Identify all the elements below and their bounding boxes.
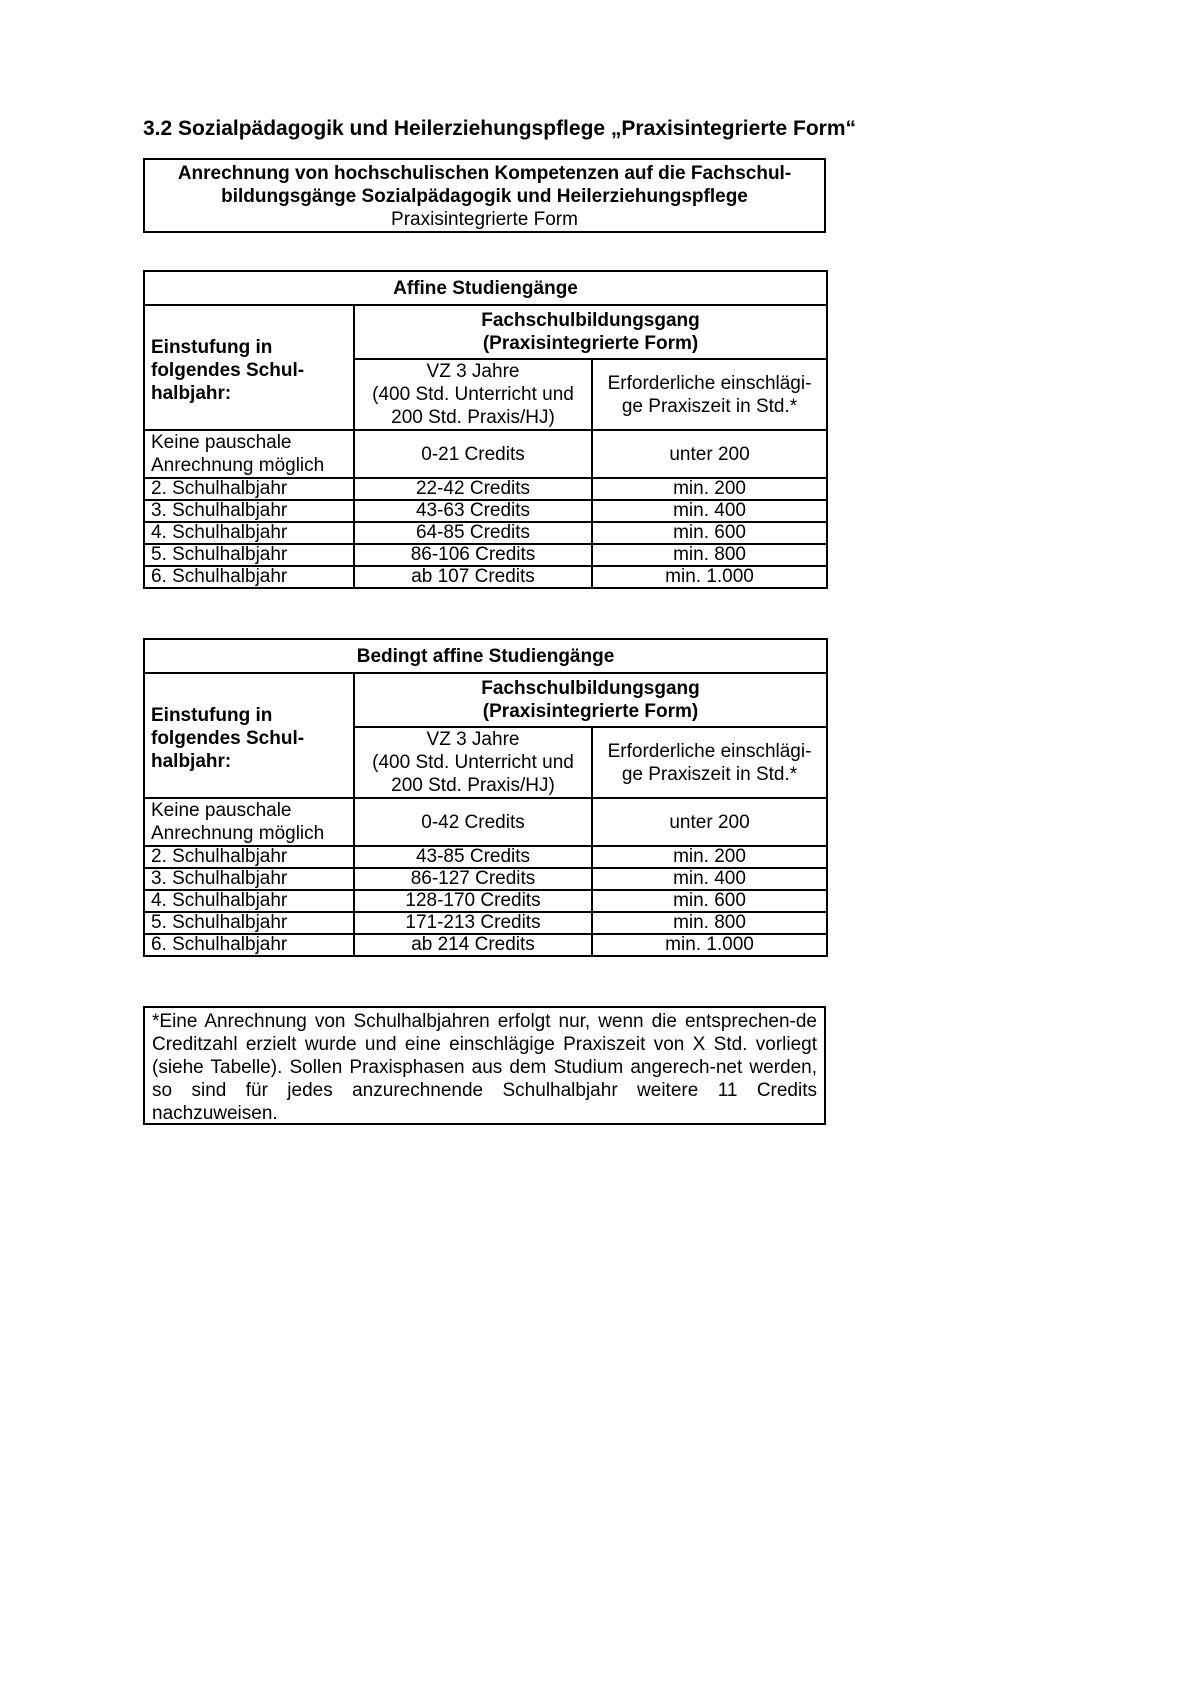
row-credits: 43-85 Credits [354, 846, 592, 868]
title-line-3: Praxisintegrierte Form [391, 209, 578, 230]
row-praxis: min. 400 [592, 868, 827, 890]
row-praxis: min. 1.000 [592, 934, 827, 956]
keine-label [144, 430, 354, 478]
fsbg-line: Fachschulbildungsgang [481, 678, 700, 699]
row-credits: 64-85 Credits [354, 522, 592, 544]
row-label: 4. Schulhalbjahr [144, 522, 354, 544]
praxiszeit-header [592, 359, 827, 430]
footnote-box [143, 1006, 826, 1125]
bedingt-affine-table [143, 638, 828, 957]
title-box [143, 158, 826, 233]
row-label: 5. Schulhalbjahr [144, 912, 354, 934]
keine-line: Anrechnung möglich [151, 455, 325, 476]
row-praxis: min. 1.000 [592, 566, 827, 588]
title-line-2: bildungsgänge Sozialpädagogik und Heilerziehungspflege [221, 186, 748, 207]
vz-line: VZ 3 Jahre [426, 361, 520, 382]
praxis-line: Erforderliche einschlägi- [607, 740, 812, 762]
row-praxis: min. 600 [592, 522, 827, 544]
einstufung-line: Einstufung in [151, 337, 273, 358]
vz-line: VZ 3 Jahre [426, 729, 520, 750]
row-credits: 128-170 Credits [354, 890, 592, 912]
table-row [144, 500, 827, 522]
keine-credits: 0-21 Credits [354, 430, 592, 478]
table-row [144, 522, 827, 544]
fachschulbildungsgang-header [354, 305, 827, 359]
einstufung-line: halbjahr: [151, 383, 232, 404]
vz-line: (400 Std. Unterricht und [372, 384, 574, 405]
table-row [144, 846, 827, 868]
table-caption: Bedingt affine Studiengänge [144, 639, 827, 673]
keine-credits: 0-42 Credits [354, 798, 592, 846]
table-row [144, 890, 827, 912]
row-credits: 22-42 Credits [354, 478, 592, 500]
table-row [144, 566, 827, 588]
vz-header [354, 727, 592, 798]
row-label: 5. Schulhalbjahr [144, 544, 354, 566]
table-row [144, 544, 827, 566]
praxis-line: Erforderliche einschlägi- [607, 372, 812, 394]
row-label: 2. Schulhalbjahr [144, 478, 354, 500]
einstufung-line: Einstufung in [151, 705, 273, 726]
row-praxis: min. 400 [592, 500, 827, 522]
row-credits: 43-63 Credits [354, 500, 592, 522]
vz-line: (400 Std. Unterricht und [372, 752, 574, 773]
table-row [144, 912, 827, 934]
table-row [144, 868, 827, 890]
table-row [144, 934, 827, 956]
keine-praxis: unter 200 [592, 798, 827, 846]
section-heading: 3.2 Sozialpädagogik und Heilerziehungspflege „Praxisintegrierte Form“ [143, 117, 856, 140]
table-row [144, 478, 827, 500]
fsbg-line: (Praxisintegrierte Form) [482, 333, 699, 354]
keine-line: Anrechnung möglich [151, 823, 325, 844]
einstufung-header [144, 305, 354, 430]
row-credits: 86-127 Credits [354, 868, 592, 890]
row-praxis: min. 200 [592, 478, 827, 500]
table-caption: Affine Studiengänge [144, 271, 827, 305]
row-credits: ab 107 Credits [354, 566, 592, 588]
vz-line: 200 Std. Praxis/HJ) [391, 407, 555, 428]
einstufung-line: halbjahr: [151, 751, 232, 772]
keine-line: Keine pauschale [151, 800, 292, 821]
row-label: 6. Schulhalbjahr [144, 934, 354, 956]
row-label: 3. Schulhalbjahr [144, 868, 354, 890]
title-line-1: Anrechnung von hochschulischen Kompetenzen auf die Fachschul- [177, 163, 792, 184]
vz-line: 200 Std. Praxis/HJ) [391, 775, 555, 796]
einstufung-header [144, 673, 354, 798]
vz-header [354, 359, 592, 430]
row-label: 4. Schulhalbjahr [144, 890, 354, 912]
keine-line: Keine pauschale [151, 432, 292, 453]
affine-table [143, 270, 828, 589]
footnote-text: *Eine Anrechnung von Schulhalbjahren erfolgt nur, wenn die entsprechen-de Creditzahl erzielt wurde und eine einschlägige Praxiszeit von X Std. vorliegt (siehe Tabelle). Sollen Praxisphasen aus dem Studium angerech-net werden, so sind für jedes anzurechnende Schulhalbjahr weitere 11 Credits nachzuweisen. [152, 1011, 817, 1124]
row-label: 3. Schulhalbjahr [144, 500, 354, 522]
fsbg-line: (Praxisintegrierte Form) [482, 701, 699, 722]
row-praxis: min. 200 [592, 846, 827, 868]
row-label: 2. Schulhalbjahr [144, 846, 354, 868]
row-credits: 171-213 Credits [354, 912, 592, 934]
praxis-line: ge Praxiszeit in Std.* [621, 395, 798, 417]
einstufung-line: folgendes Schul- [151, 728, 305, 749]
row-credits: 86-106 Credits [354, 544, 592, 566]
praxis-line: ge Praxiszeit in Std.* [621, 763, 798, 785]
row-praxis: min. 800 [592, 544, 827, 566]
fsbg-line: Fachschulbildungsgang [481, 310, 700, 331]
fachschulbildungsgang-header [354, 673, 827, 727]
row-praxis: min. 600 [592, 890, 827, 912]
row-praxis: min. 800 [592, 912, 827, 934]
row-credits: ab 214 Credits [354, 934, 592, 956]
row-label: 6. Schulhalbjahr [144, 566, 354, 588]
keine-praxis: unter 200 [592, 430, 827, 478]
keine-label [144, 798, 354, 846]
praxiszeit-header [592, 727, 827, 798]
einstufung-line: folgendes Schul- [151, 360, 305, 381]
